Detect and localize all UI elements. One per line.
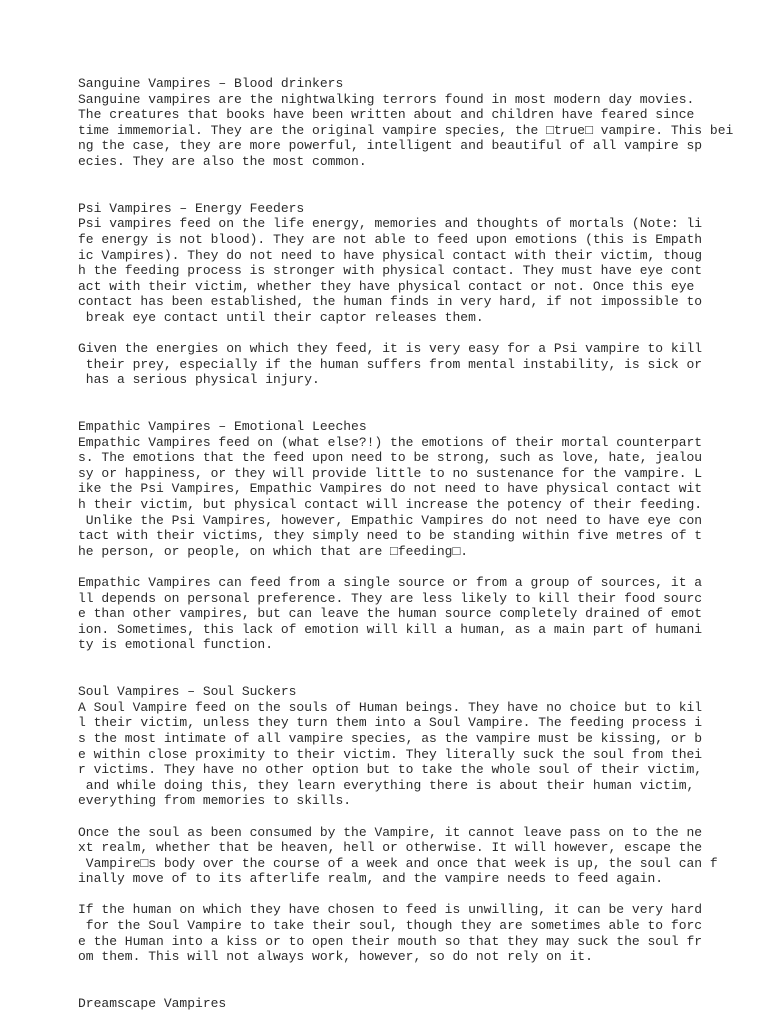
text-line: Empathic Vampires feed on (what else?!) the emotions of their mortal counterpart <box>78 434 703 450</box>
text-line: A Soul Vampire feed on the souls of Human beings. They have no choice but to kil <box>78 699 703 715</box>
text-line: ion. Sometimes, this lack of emotion will kill a human, as a main part of humani <box>78 621 703 637</box>
blank-line <box>78 559 733 575</box>
text-line: l their victim, unless they turn them into a Soul Vampire. The feeding process i <box>78 715 703 731</box>
text-line: Psi Vampires – Energy Feeders <box>78 200 305 216</box>
text-line: Sanguine Vampires – Blood drinkers <box>78 76 344 91</box>
text-line: contact has been established, the human finds in very hard, if not impossible to <box>78 294 703 310</box>
text-line: Soul Vampires – Soul Suckers <box>78 684 297 700</box>
text-line: e the Human into a kiss or to open their mouth so that they may suck the soul fr <box>78 933 703 949</box>
text-line: time immemorial. They are the original vampire species, the □true□ vampire. This bei <box>78 122 734 138</box>
text-line: Given the energies on which they feed, it is very easy for a Psi vampire to kill <box>78 341 703 357</box>
text-line: their prey, especially if the human suffers from mental instability, is sick or <box>78 356 703 372</box>
text-line: Psi vampires feed on the life energy, memories and thoughts of mortals (Note: li <box>78 216 703 232</box>
text-line: inally move of to its afterlife realm, and the vampire needs to feed again. <box>78 871 664 887</box>
text-line: Empathic Vampires can feed from a single source or from a group of sources, it a <box>78 575 703 590</box>
text-line: om them. This will not always work, however, so do not rely on it. <box>78 949 593 965</box>
text-line: ng the case, they are more powerful, intelligent and beautiful of all vampire sp <box>78 138 703 154</box>
blank-line <box>78 170 733 186</box>
text-line: Dreamscape Vampires <box>78 996 227 1012</box>
text-line: Once the soul as been consumed by the Vampire, it cannot leave pass on to the ne <box>78 824 703 840</box>
text-line: s the most intimate of all vampire species, as the vampire must be kissing, or b <box>78 730 703 746</box>
blank-line <box>78 326 733 342</box>
text-line: sy or happiness, or they will provide little to no sustenance for the vampire. L <box>78 465 703 481</box>
text-line: Unlike the Psi Vampires, however, Empathic Vampires do not need to have eye con <box>78 512 703 528</box>
blank-line <box>78 388 733 404</box>
text-line: ll depends on personal preference. They are less likely to kill their food sourc <box>78 590 703 606</box>
text-line: he person, or people, on which that are □feeding□. <box>78 543 469 559</box>
blank-line <box>78 185 733 201</box>
text-line: ic Vampires). They do not need to have physical contact with their victim, thoug <box>78 247 703 263</box>
blank-line <box>78 653 733 669</box>
text-line: e than other vampires, but can leave the human source completely drained of emot <box>78 606 703 622</box>
text-line: e within close proximity to their victim. They literally suck the soul from thei <box>78 746 703 762</box>
text-line: tact with their victims, they simply need to be standing within five metres of t <box>78 528 703 544</box>
text-line: for the Soul Vampire to take their soul, though they are sometimes able to forc <box>78 918 703 934</box>
blank-line <box>78 403 733 419</box>
text-line: xt realm, whether that be heaven, hell or otherwise. It will however, escape the <box>78 840 703 856</box>
text-line: has a serious physical injury. <box>78 372 320 388</box>
blank-line <box>78 809 733 825</box>
text-line: ecies. They are also the most common. <box>78 153 367 169</box>
text-line: r victims. They have no other option but to take the whole soul of their victim, <box>78 762 703 778</box>
text-line: break eye contact until their captor releases them. <box>78 309 484 325</box>
blank-line <box>78 980 733 996</box>
text-line: everything from memories to skills. <box>78 793 352 809</box>
text-line: ty is emotional function. <box>78 637 274 653</box>
document-body-text <box>78 76 733 1012</box>
text-line: fe energy is not blood). They are not able to feed upon emotions (this is Empath <box>78 231 703 247</box>
text-line: Sanguine vampires are the nightwalking terrors found in most modern day movies. <box>78 91 695 107</box>
text-line: Empathic Vampires – Emotional Leeches <box>78 419 367 435</box>
text-line: ike the Psi Vampires, Empathic Vampires do not need to have physical contact wit <box>78 481 703 497</box>
text-line: h the feeding process is stronger with physical contact. They must have eye cont <box>78 263 703 279</box>
text-line: If the human on which they have chosen to feed is unwilling, it can be very hard <box>78 902 703 918</box>
blank-line <box>78 887 733 903</box>
blank-line <box>78 965 733 981</box>
text-line: s. The emotions that the feed upon need to be strong, such as love, hate, jealou <box>78 450 703 466</box>
text-line: Vampire□s body over the course of a week and once that week is up, the soul can f <box>78 855 718 871</box>
text-line: and while doing this, they learn everything there is about their human victim, <box>78 777 695 793</box>
text-line: h their victim, but physical contact will increase the potency of their feeding. <box>78 497 703 513</box>
text-line: The creatures that books have been written about and children have feared since <box>78 107 695 123</box>
text-line: act with their victim, whether they have physical contact or not. Once this eye <box>78 278 695 294</box>
blank-line <box>78 669 733 685</box>
